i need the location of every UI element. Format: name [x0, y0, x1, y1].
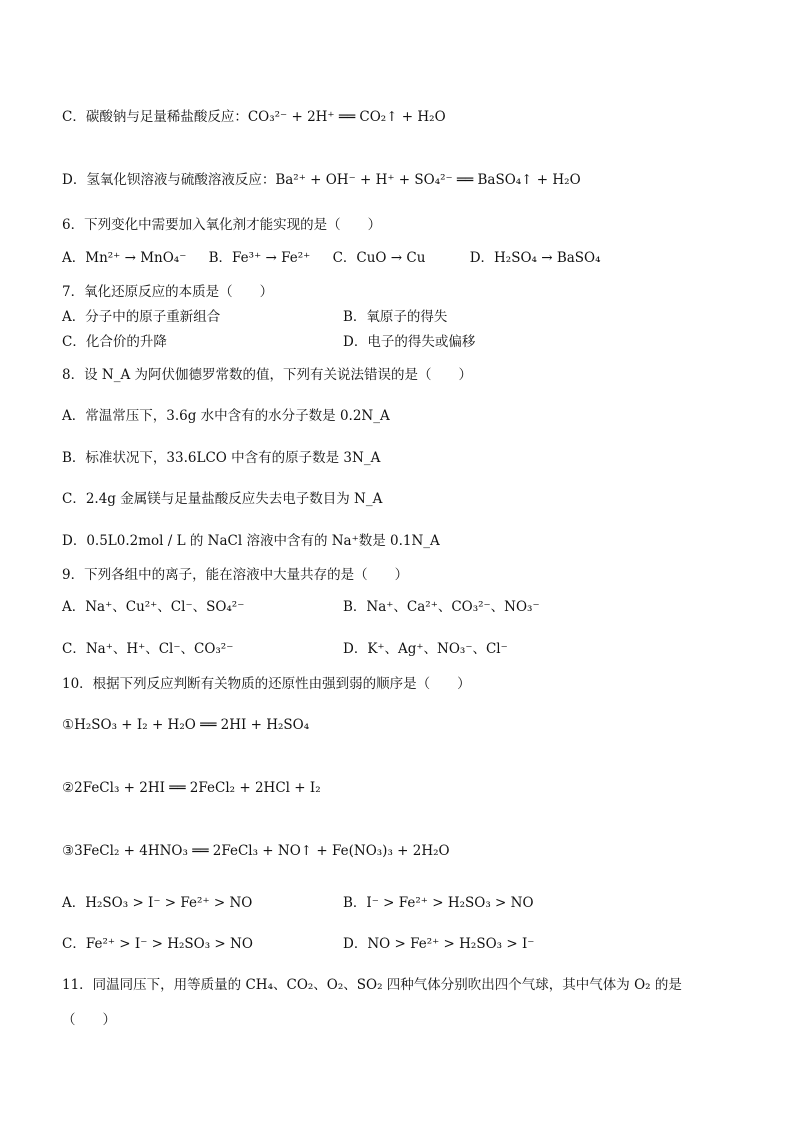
question-8-option-c: C．2.4g 金属镁与足量盐酸反应失去电子数目为 N_A	[62, 491, 383, 507]
option-a: A．Mn²⁺ → MnO₄⁻	[62, 250, 187, 266]
question-10-option-d: D．NO > Fe²⁺ > H₂SO₃ > I⁻	[343, 936, 535, 952]
question-11-blank: （ ）	[62, 1012, 116, 1028]
question-8: 8．设 N_A 为阿伏伽德罗常数的值，下列有关说法错误的是（ ）	[62, 367, 472, 383]
question-8-option-b: B．标准状况下，33.6LCO 中含有的原子数是 3N_A	[62, 450, 381, 466]
question-7: 7．氧化还原反应的本质是（ ）	[62, 284, 274, 300]
question-7-option-a: A．分子中的原子重新组合	[62, 309, 221, 325]
reaction-1: ①H₂SO₃ + I₂ + H₂O ══ 2HI + H₂SO₄	[62, 717, 310, 733]
question-8-option-a: A．常温常压下，3.6g 水中含有的水分子数是 0.2N_A	[62, 408, 390, 424]
question-10-option-b: B．I⁻ > Fe²⁺ > H₂SO₃ > NO	[343, 895, 534, 911]
option-b: B．Fe³⁺ → Fe²⁺	[208, 250, 311, 266]
option-c: C．CuO → Cu	[332, 250, 426, 266]
question-7-option-b: B．氧原子的得失	[343, 309, 448, 325]
question-9-option-c: C．Na⁺、H⁺、Cl⁻、CO₃²⁻	[62, 641, 234, 657]
reaction-2: ②2FeCl₃ + 2HI ══ 2FeCl₂ + 2HCl + I₂	[62, 780, 321, 796]
option-d: D．H₂SO₄ → BaSO₄	[469, 250, 601, 266]
question-9: 9．下列各组中的离子，能在溶液中大量共存的是（ ）	[62, 567, 409, 583]
question-9-option-d: D．K⁺、Ag⁺、NO₃⁻、Cl⁻	[343, 641, 508, 657]
option-d-line: D．氢氧化钡溶液与硫酸溶液反应：Ba²⁺ + OH⁻ + H⁺ + SO₄²⁻ ══ BaSO₄↑ + H₂O	[62, 172, 581, 188]
question-10: 10．根据下列反应判断有关物质的还原性由强到弱的顺序是（ ）	[62, 676, 471, 692]
question-10-option-c: C．Fe²⁺ > I⁻ > H₂SO₃ > NO	[62, 936, 253, 952]
question-7-option-d: D．电子的得失或偏移	[343, 334, 476, 350]
reaction-3: ③3FeCl₂ + 4HNO₃ ══ 2FeCl₃ + NO↑ + Fe(NO₃)₃ + 2H₂O	[62, 843, 450, 859]
question-10-option-a: A．H₂SO₃ > I⁻ > Fe²⁺ > NO	[62, 895, 253, 911]
question-9-option-a: A．Na⁺、Cu²⁺、Cl⁻、SO₄²⁻	[62, 599, 245, 615]
question-8-option-d: D．0.5L0.2mol / L 的 NaCl 溶液中含有的 Na⁺数是 0.1N_A	[62, 533, 440, 549]
question-6: 6．下列变化中需要加入氧化剂才能实现的是（ ）	[62, 217, 382, 233]
question-7-option-c: C．化合价的升降	[62, 334, 167, 350]
option-c-line: C．碳酸钠与足量稀盐酸反应：CO₃²⁻ + 2H⁺ ══ CO₂↑ + H₂O	[62, 109, 446, 125]
question-6-options	[62, 249, 619, 267]
question-11: 11．同温同压下，用等质量的 CH₄、CO₂、O₂、SO₂ 四种气体分别吹出四个气球，其中气体为 O₂ 的是	[62, 977, 682, 993]
question-9-option-b: B．Na⁺、Ca²⁺、CO₃²⁻、NO₃⁻	[343, 599, 540, 615]
